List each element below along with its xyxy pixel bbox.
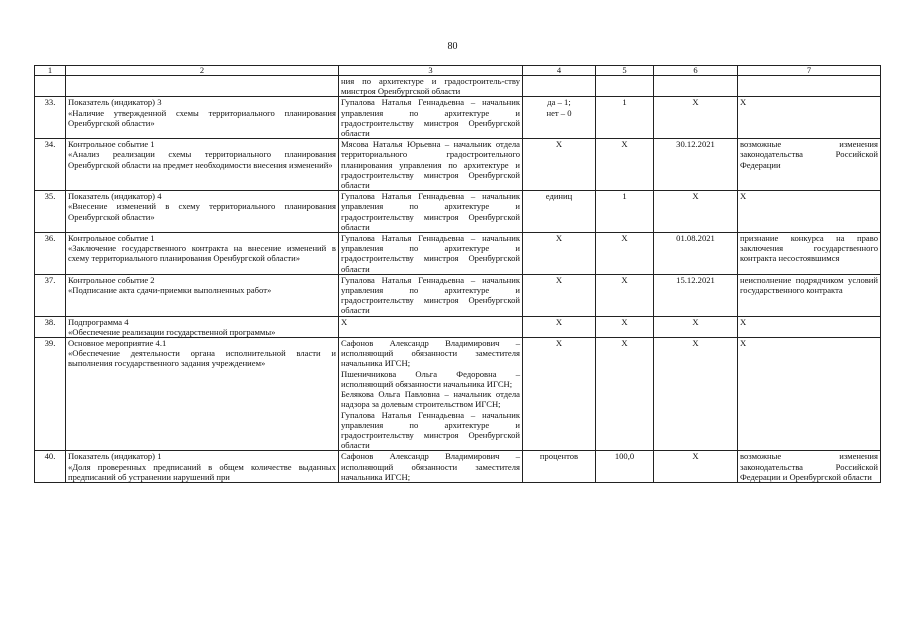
header-cell: 4 [523,66,596,76]
deadline-date-cell: X [654,191,738,233]
risk-note-cell: признание конкурса на право заключения государственного контракта несостоявшимся [738,233,881,275]
event-name-cell: Основное мероприятие 4.1 «Обеспечение деятельности органа исполнительной власти и выполнения государственного задания учреждением» [66,338,339,451]
responsible-person-cell: Мясова Наталья Юрьевна – начальник отдела территориального градостроительного планирования управления по архитектуре и градостроительству минстроя Оренбургской области [339,139,523,191]
row-number-cell: 39. [35,338,66,451]
event-name-cell: Показатель (индикатор) 4 «Внесение изменений в схему территориального планирования Оренбургской области» [66,191,339,233]
risk-note-cell [738,76,881,97]
deadline-date-cell: 15.12.2021 [654,274,738,316]
unit-of-measure-cell: единиц [523,191,596,233]
planned-value-cell: X [596,274,654,316]
column-number-header [35,66,881,76]
risk-note-cell: возможные изменения законодательства Российской Федерации и Оренбургской области [738,451,881,483]
planned-value-cell: X [596,338,654,451]
planned-value-cell: X [596,139,654,191]
event-name-cell [66,76,339,97]
table-row [35,316,881,337]
responsible-person-cell: Сафонов Александр Владимирович – исполняющий обязанности заместителя начальника ИГСН; Пшеничникова Ольга Федоровна – исполняющий обязанности начальника ИГСН; Белякова Ольга Павловна – начальник отдела надзора за долевым строительством ИГСН; Гупалова Наталья Геннадьевна – начальник управления по архитектуре и градостроительству минстроя Оренбургской области [339,338,523,451]
responsible-person-cell: Гупалова Наталья Геннадьевна – начальник управления по архитектуре и градостроительству минстроя Оренбургской области [339,274,523,316]
planned-value-cell [596,76,654,97]
row-number-cell: 33. [35,97,66,139]
responsible-person-cell: Гупалова Наталья Геннадьевна – начальник управления по архитектуре и градостроительству минстроя Оренбургской области [339,97,523,139]
responsible-person-cell: Гупалова Наталья Геннадьевна – начальник управления по архитектуре и градостроительству минстроя Оренбургской области [339,191,523,233]
header-cell: 5 [596,66,654,76]
header-cell: 7 [738,66,881,76]
header-cell: 1 [35,66,66,76]
deadline-date-cell: X [654,338,738,451]
risk-note-cell: X [738,191,881,233]
table-row [35,139,881,191]
risk-note-cell: X [738,97,881,139]
header-cell: 3 [339,66,523,76]
responsible-person-cell: Гупалова Наталья Геннадьевна – начальник управления по архитектуре и градостроительству минстроя Оренбургской области [339,233,523,275]
row-number-cell [35,76,66,97]
risk-note-cell: X [738,316,881,337]
risk-note-cell: X [738,338,881,451]
table-row [35,76,881,97]
header-cell: 6 [654,66,738,76]
table-row [35,274,881,316]
planned-value-cell: 1 [596,97,654,139]
table-row [35,97,881,139]
row-number-cell: 40. [35,451,66,483]
unit-of-measure-cell: X [523,233,596,275]
deadline-date-cell: 01.08.2021 [654,233,738,275]
table-row [35,451,881,483]
row-number-cell: 38. [35,316,66,337]
deadline-date-cell [654,76,738,97]
risk-note-cell: неисполнение подрядчиком условий государственного контракта [738,274,881,316]
row-number-cell: 34. [35,139,66,191]
unit-of-measure-cell: да – 1; нет – 0 [523,97,596,139]
indicator-table [34,65,881,483]
table-row [35,338,881,451]
header-cell: 2 [66,66,339,76]
row-number-cell: 35. [35,191,66,233]
unit-of-measure-cell [523,76,596,97]
planned-value-cell: X [596,316,654,337]
planned-value-cell: 1 [596,191,654,233]
responsible-person-cell: ния по архитектуре и градостроитель-ству минстроя Оренбургской области [339,76,523,97]
table-row [35,191,881,233]
unit-of-measure-cell: X [523,274,596,316]
unit-of-measure-cell: процентов [523,451,596,483]
deadline-date-cell: X [654,97,738,139]
row-number-cell: 37. [35,274,66,316]
event-name-cell: Показатель (индикатор) 3 «Наличие утвержденной схемы территориального планирования Оренбургской области» [66,97,339,139]
responsible-person-cell: Сафонов Александр Владимирович – исполняющий обязанности заместителя начальника ИГСН; [339,451,523,483]
responsible-person-cell: X [339,316,523,337]
deadline-date-cell: 30.12.2021 [654,139,738,191]
event-name-cell: Показатель (индикатор) 1 «Доля проверенных предписаний в общем количестве выданных предписаний об устранении нарушений при [66,451,339,483]
event-name-cell: Контрольное событие 1 «Заключение государственного контракта на внесение изменений в схему территориального планирования Оренбургской области» [66,233,339,275]
unit-of-measure-cell: X [523,316,596,337]
planned-value-cell: 100,0 [596,451,654,483]
event-name-cell: Подпрограмма 4 «Обеспечение реализации государственной программы» [66,316,339,337]
unit-of-measure-cell: X [523,338,596,451]
event-name-cell: Контрольное событие 2 «Подписание акта сдачи-приемки выполненных работ» [66,274,339,316]
event-name-cell: Контрольное событие 1 «Анализ реализации схемы территориального планирования Оренбургской области на предмет необходимости внесения изменений» [66,139,339,191]
deadline-date-cell: X [654,451,738,483]
unit-of-measure-cell: X [523,139,596,191]
deadline-date-cell: X [654,316,738,337]
risk-note-cell: возможные изменения законодательства Российской Федерации [738,139,881,191]
page-number: 80 [447,41,458,52]
planned-value-cell: X [596,233,654,275]
table-row [35,233,881,275]
row-number-cell: 36. [35,233,66,275]
